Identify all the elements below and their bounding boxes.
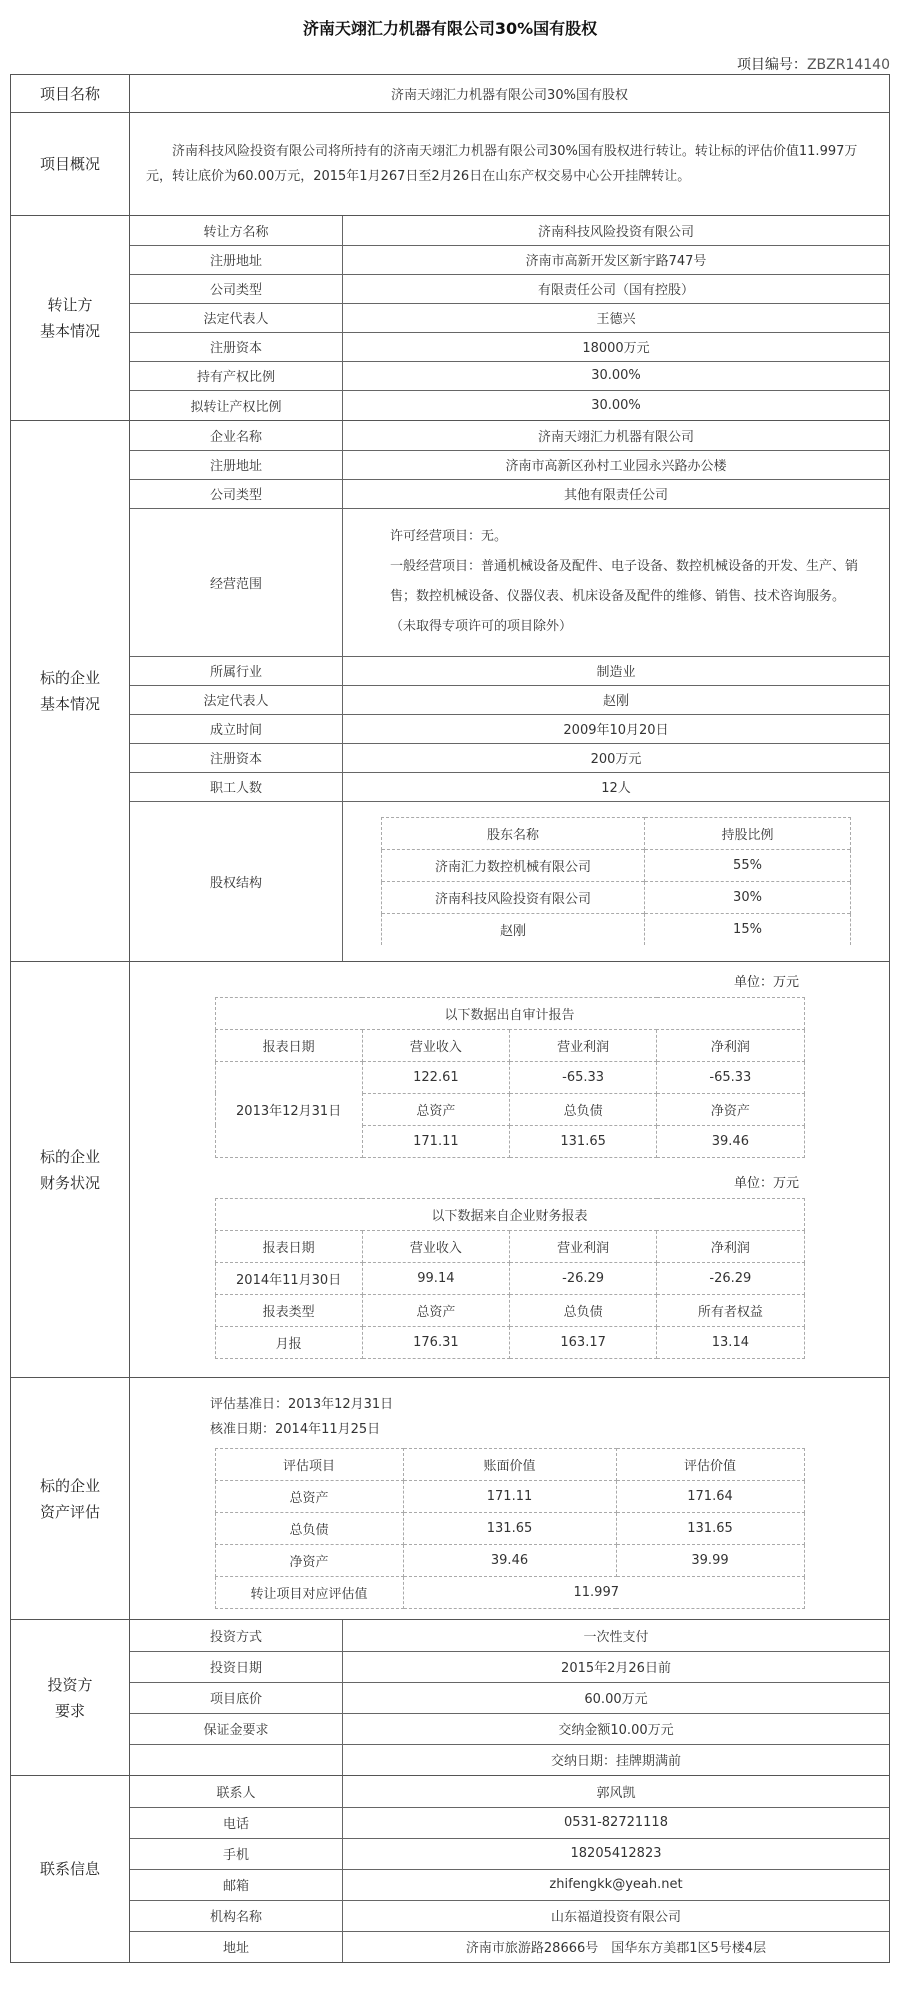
assessment-table: [215, 1448, 805, 1609]
audit-header-assets: 总资产: [362, 1093, 509, 1125]
audit-table: [215, 997, 805, 1158]
transferor-value: 济南科技风险投资有限公司: [343, 216, 890, 245]
deposit-amount: 交纳金额10.00万元: [343, 1713, 890, 1744]
report-header-equity: 所有者权益: [657, 1294, 804, 1326]
transferor-value: 王德兴: [343, 303, 890, 332]
audit-header-net-profit: 净利润: [657, 1029, 804, 1061]
target-section: [11, 421, 890, 962]
overview-label: 项目概况: [11, 113, 130, 216]
target-value: 济南天翊汇力机器有限公司: [343, 421, 890, 450]
transfer-eval-label: 转让项目对应评估值: [215, 1577, 403, 1609]
shareholder-pct: 30%: [645, 882, 851, 914]
transferor-key: 公司类型: [130, 274, 343, 303]
overview-row: [11, 113, 890, 216]
contact-key: 电话: [130, 1807, 343, 1838]
report-header-assets: 总资产: [362, 1294, 509, 1326]
equity-header-name: 股东名称: [382, 818, 645, 850]
project-code-label: 项目编号：: [736, 57, 807, 73]
transferor-row: [130, 303, 889, 332]
deposit-date: 交纳日期：挂牌期满前: [343, 1744, 890, 1775]
transferor-label-line2: 基本情况: [39, 322, 100, 340]
transferor-value: 有限责任公司（国有控股）: [343, 274, 890, 303]
overview-text: 济南科技风险投资有限公司将所持有的济南天翊汇力机器有限公司30%国有股权进行转让。转让标的评估价值11.997万元，转让底价为60.00万元，2015年1月267日至2月26日在山东产权交易中心公开挂牌转让。: [146, 144, 858, 184]
target-row: [130, 656, 889, 685]
contact-row: [130, 1931, 889, 1962]
assessment-eval: 171.64: [616, 1481, 804, 1513]
report-caption: 以下数据来自企业财务报表: [215, 1198, 804, 1230]
contact-value: 山东福道投资有限公司: [343, 1900, 890, 1931]
target-key: 法定代表人: [130, 685, 343, 714]
target-value: 制造业: [343, 656, 890, 685]
transferor-value: 18000万元: [343, 332, 890, 361]
transferor-value: 30.00%: [343, 361, 890, 390]
investor-table: [130, 1620, 889, 1775]
report-date: 2014年11月30日: [215, 1262, 362, 1294]
transferor-value: 济南市高新开发区新宇路747号: [343, 245, 890, 274]
project-name-value: 济南天翊汇力机器有限公司30%国有股权: [130, 75, 890, 113]
contact-row: [130, 1776, 889, 1807]
scope-key: 经营范围: [130, 508, 343, 656]
equity-row-item: [382, 914, 851, 946]
project-code-value: ZBZR14140: [806, 57, 890, 73]
assessment-book: 39.46: [403, 1545, 616, 1577]
target-row: [130, 743, 889, 772]
contact-key: 机构名称: [130, 1900, 343, 1931]
email-value[interactable]: zhifengkk@yeah.net: [343, 1869, 890, 1900]
report-equity: 13.14: [657, 1326, 804, 1358]
contact-key: 地址: [222, 1941, 249, 1957]
report-net-profit: -26.29: [657, 1262, 804, 1294]
target-row: [130, 479, 889, 508]
finance-section: [11, 962, 890, 1378]
finance-unit-2: 单位：万元: [733, 1175, 799, 1191]
target-value: 济南市高新区孙村工业园永兴路办公楼: [343, 450, 890, 479]
investor-key: 项目底价: [130, 1682, 343, 1713]
contact-value: 济南市旅游路28666号 国华东方美郡1区5号楼4层: [343, 1931, 890, 1962]
investor-label-line2: 要求: [54, 1701, 85, 1720]
audit-op-profit: -65.33: [510, 1061, 657, 1093]
base-date: 评估基准日：2013年12月31日: [210, 1397, 394, 1412]
target-value: 赵刚: [343, 685, 890, 714]
audit-header-liabilities: 总负债: [510, 1093, 657, 1125]
report-header-date: 报表日期: [215, 1230, 362, 1262]
transferor-key: 注册资本: [130, 332, 343, 361]
transferor-key: 法定代表人: [130, 303, 343, 332]
report-header-type: 报表类型: [215, 1294, 362, 1326]
transferor-section: [11, 216, 890, 421]
report-header-revenue: 营业收入: [362, 1230, 509, 1262]
audit-header-revenue: 营业收入: [362, 1029, 509, 1061]
shareholder-name: 赵刚: [382, 914, 645, 946]
target-table: [130, 421, 889, 961]
transfer-eval-value: 11.997: [403, 1577, 804, 1609]
investor-row: [130, 1651, 889, 1682]
contact-label: 联系信息: [11, 1776, 130, 1963]
assessment-label: [11, 1378, 130, 1620]
audit-liabilities: 131.65: [510, 1125, 657, 1157]
audit-caption: 以下数据出自审计报告: [215, 997, 804, 1029]
assessment-book: 171.11: [403, 1481, 616, 1513]
target-value: 其他有限责任公司: [343, 479, 890, 508]
target-row: [130, 685, 889, 714]
contact-row: [130, 1869, 889, 1900]
equity-key: 股权结构: [209, 875, 262, 891]
project-name-label: 项目名称: [11, 75, 130, 113]
transferor-key: 拟转让产权比例: [190, 399, 282, 415]
target-row: [130, 421, 889, 450]
target-value: 12人: [343, 772, 890, 801]
transferor-key: 注册地址: [130, 245, 343, 274]
equity-table: [381, 817, 851, 945]
project-code: [0, 54, 900, 76]
transferor-key: 持有产权比例: [130, 361, 343, 390]
report-header-liabilities: 总负债: [510, 1294, 657, 1326]
equity-row-item: [382, 850, 851, 882]
scope-line: （未取得专项许可的项目除外）: [390, 619, 573, 634]
assessment-header-book: 账面价值: [403, 1449, 616, 1481]
target-label-line1: 标的企业: [39, 669, 100, 687]
report-header-op-profit: 营业利润: [510, 1230, 657, 1262]
target-key: 注册资本: [130, 743, 343, 772]
target-row: [130, 450, 889, 479]
target-key: 职工人数: [130, 772, 343, 801]
investor-value: 60.00万元: [343, 1682, 890, 1713]
contact-key: 邮箱: [130, 1869, 343, 1900]
report-type: 月报: [215, 1326, 362, 1358]
scope-line: 一般经营项目：普通机械设备及配件、电子设备、数控机械设备的开发、生产、销售；数控机械设备、仪器仪表、机床设备及配件的维修、销售、技术咨询服务。: [390, 559, 859, 604]
shareholder-name: 济南汇力数控机械有限公司: [382, 850, 645, 882]
scope-text: [344, 516, 888, 648]
investor-key: 投资日期: [130, 1651, 343, 1682]
shareholder-pct: 15%: [645, 914, 851, 946]
contact-value: 0531-82721118: [343, 1807, 890, 1838]
transferor-row: [130, 332, 889, 361]
assessment-header-eval: 评估价值: [616, 1449, 804, 1481]
audit-header-net-assets: 净资产: [657, 1093, 804, 1125]
investor-row: [130, 1682, 889, 1713]
transferor-label: [11, 216, 130, 421]
target-label-line2: 基本情况: [39, 695, 100, 713]
deposit-row: [130, 1744, 889, 1775]
assessment-label-line2: 资产评估: [39, 1502, 100, 1521]
transferor-row: [130, 390, 889, 420]
contact-row: [130, 1838, 889, 1869]
audit-header-op-profit: 营业利润: [510, 1029, 657, 1061]
target-value: 2009年10月20日: [343, 714, 890, 743]
assessment-item: 总资产: [215, 1481, 403, 1513]
assessment-section: [11, 1378, 890, 1620]
target-row: [130, 772, 889, 801]
audit-net-profit: -65.33: [657, 1061, 804, 1093]
deposit-row: [130, 1713, 889, 1744]
transferor-row: [130, 274, 889, 303]
investor-section: [11, 1620, 890, 1776]
target-key: 公司类型: [130, 479, 343, 508]
target-key: 注册地址: [130, 450, 343, 479]
finance-label: [11, 962, 130, 1378]
scope-line: 许可经营项目：无。: [390, 529, 508, 544]
report-table: [215, 1198, 805, 1359]
shareholder-pct: 55%: [645, 850, 851, 882]
report-assets: 176.31: [362, 1326, 509, 1358]
report-op-profit: -26.29: [510, 1262, 657, 1294]
finance-label-line2: 财务状况: [39, 1173, 100, 1192]
investor-value: 2015年2月26日前: [343, 1651, 890, 1682]
transferor-table: [130, 216, 889, 420]
contact-table: [130, 1776, 889, 1962]
investor-key: 投资方式: [130, 1620, 343, 1651]
investor-label-line1: 投资方: [47, 1675, 93, 1694]
page-title: 济南天翊汇力机器有限公司30%国有股权: [302, 19, 598, 38]
investor-label: [11, 1620, 130, 1776]
audit-assets: 171.11: [362, 1125, 509, 1157]
assessment-label-line1: 标的企业: [39, 1476, 100, 1495]
audit-header-date: 报表日期: [215, 1029, 362, 1061]
project-name-row: [11, 75, 890, 113]
contact-value: 郭风凯: [343, 1776, 890, 1807]
report-liabilities: 163.17: [510, 1326, 657, 1358]
transferor-value: 30.00%: [343, 390, 890, 420]
assessment-item: 净资产: [215, 1545, 403, 1577]
approve-date: 核准日期：2014年11月25日: [210, 1422, 381, 1437]
equity-header-pct: 持股比例: [645, 818, 851, 850]
deposit-key-empty: [130, 1744, 343, 1775]
target-value: 200万元: [343, 743, 890, 772]
transferor-row: [130, 216, 889, 245]
equity-header-row: [382, 818, 851, 850]
contact-section: [11, 1776, 890, 1963]
report-header-net-profit: 净利润: [657, 1230, 804, 1262]
target-label: [11, 421, 130, 962]
assessment-eval: 131.65: [616, 1513, 804, 1545]
contact-row: [130, 1900, 889, 1931]
project-table: [10, 74, 890, 1963]
assessment-header-item: 评估项目: [215, 1449, 403, 1481]
target-row: [130, 714, 889, 743]
audit-date: 2013年12月31日: [215, 1061, 362, 1157]
deposit-key: 保证金要求: [130, 1713, 343, 1744]
assessment-book: 131.65: [403, 1513, 616, 1545]
transferor-label-line1: 转让方: [47, 296, 93, 314]
finance-unit: 单位：万元: [733, 974, 799, 990]
investor-value: 一次性支付: [343, 1620, 890, 1651]
transferor-row: [130, 361, 889, 390]
audit-net-assets: 39.46: [657, 1125, 804, 1157]
transferor-key: 转让方名称: [130, 216, 343, 245]
transferor-row: [130, 245, 889, 274]
target-key: 成立时间: [130, 714, 343, 743]
investor-row: [130, 1620, 889, 1651]
assessment-eval: 39.99: [616, 1545, 804, 1577]
target-key: 所属行业: [130, 656, 343, 685]
equity-row-item: [382, 882, 851, 914]
assessment-item: 总负债: [215, 1513, 403, 1545]
contact-key: 手机: [130, 1838, 343, 1869]
contact-key: 联系人: [130, 1776, 343, 1807]
finance-label-line1: 标的企业: [39, 1147, 100, 1166]
contact-value: 18205412823: [343, 1838, 890, 1869]
audit-revenue: 122.61: [362, 1061, 509, 1093]
scope-row: [130, 508, 889, 656]
contact-row: [130, 1807, 889, 1838]
target-key: 企业名称: [130, 421, 343, 450]
shareholder-name: 济南科技风险投资有限公司: [382, 882, 645, 914]
report-revenue: 99.14: [362, 1262, 509, 1294]
equity-row: [130, 801, 889, 961]
